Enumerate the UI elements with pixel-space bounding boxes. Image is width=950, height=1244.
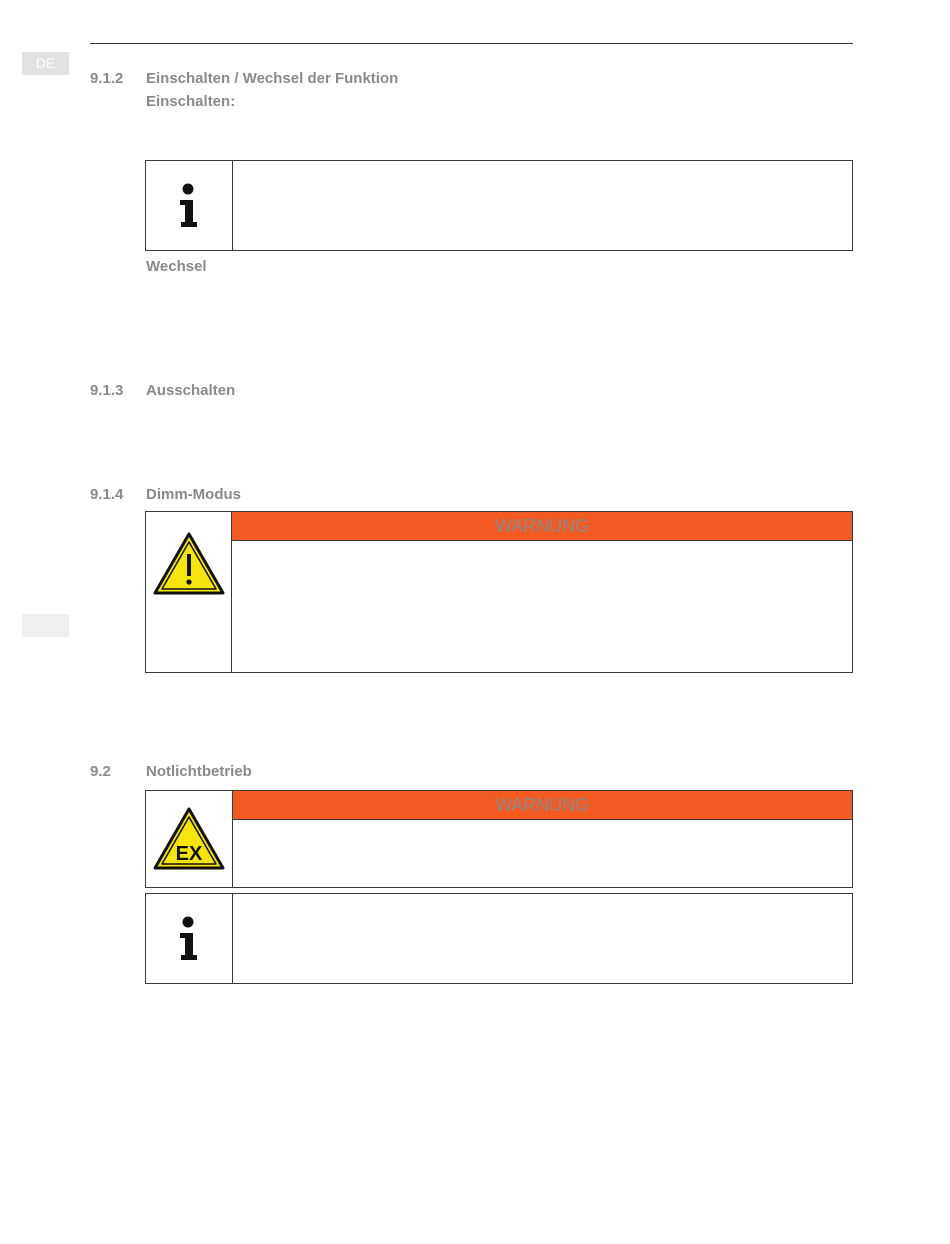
- section-number: 9.2: [90, 763, 111, 780]
- warning-label: WARNUNG: [232, 512, 852, 541]
- section-number: 9.1.2: [90, 70, 124, 87]
- wechsel-label: Wechsel: [146, 258, 207, 275]
- section-title: Einschalten / Wechsel der Funktion: [146, 70, 399, 87]
- section-number: 9.1.4: [90, 486, 124, 503]
- warning-triangle-icon: [153, 532, 225, 596]
- info-box: [145, 160, 853, 251]
- info-icon: [179, 916, 199, 962]
- info-icon: [179, 183, 199, 229]
- ex-label: EX: [175, 843, 203, 865]
- section-title: Dimm-Modus: [146, 486, 241, 503]
- warning-box-ex: [145, 790, 853, 888]
- subheading: Einschalten:: [146, 93, 236, 110]
- info-icon-cell: [146, 894, 233, 983]
- section-title: Notlichtbetrieb: [146, 763, 252, 780]
- info-icon-cell: [146, 161, 233, 250]
- language-tab: DE: [22, 52, 69, 75]
- ex-icon-cell: [146, 791, 233, 887]
- section-number: 9.1.3: [90, 382, 124, 399]
- warning-icon-cell: [146, 512, 232, 672]
- warning-box: [145, 511, 853, 673]
- warning-label: WARNUNG: [232, 791, 852, 820]
- section-title: Ausschalten: [146, 382, 236, 399]
- info-box-2: [145, 893, 853, 984]
- side-tab: [22, 614, 69, 637]
- top-rule: [90, 43, 853, 44]
- ex-explosion-icon: [153, 807, 225, 871]
